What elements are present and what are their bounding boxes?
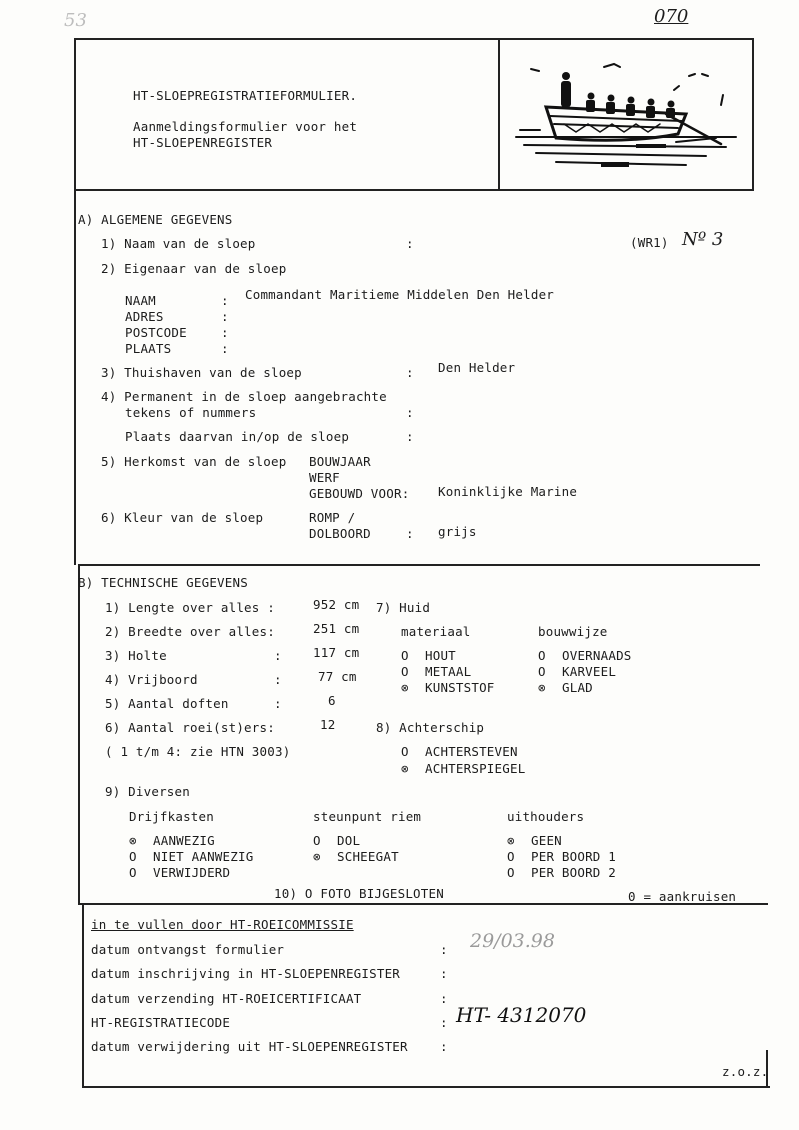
commission-row-value: 29/03.98: [470, 930, 555, 952]
q1-number: Nº 3: [682, 229, 724, 250]
b-row-label: 5) Aantal doften: [105, 696, 229, 711]
naam-colon: :: [221, 293, 229, 308]
plaats-label: PLAATS: [125, 341, 172, 356]
commission-row-colon: :: [440, 991, 448, 1006]
option-mark: O: [507, 849, 515, 864]
option-label: PER BOORD 2: [531, 865, 616, 880]
zoz-text: z.o.z.: [722, 1064, 769, 1079]
romp-label: ROMP /: [309, 510, 356, 525]
option-label: DOL: [337, 833, 361, 848]
frame-right-upper: [752, 38, 754, 190]
frame-left-upper: [74, 38, 76, 190]
b-row-label: 1) Lengte over alles :: [105, 600, 275, 615]
page-number: 070: [654, 6, 689, 27]
b-row-colon: :: [274, 672, 282, 687]
frame-left-a: [74, 189, 76, 565]
option-mark: ⊗: [538, 680, 546, 695]
gebouwd-label: GEBOUWD VOOR:: [309, 486, 410, 501]
option-mark: O: [401, 648, 409, 663]
option-mark: O: [401, 664, 409, 679]
commission-row-colon: :: [440, 966, 448, 981]
b-row-value: 952 cm: [313, 597, 360, 612]
option-label: GEEN: [531, 833, 562, 848]
form-subtitle-2: HT-SLOEPENREGISTER: [133, 135, 273, 150]
b-row-colon: :: [274, 648, 282, 663]
q3-label: 3) Thuishaven van de sloep: [101, 365, 302, 380]
commission-heading: in te vullen door HT-ROEICOMMISSIE: [91, 917, 354, 932]
dolboord-label: DOLBOORD: [309, 526, 371, 541]
option-mark: ⊗: [313, 849, 321, 864]
section-b-top-line: [78, 564, 760, 566]
rowing-boat-illustration: [506, 52, 746, 180]
postcode-label: POSTCODE: [125, 325, 187, 340]
postcode-colon: :: [221, 325, 229, 340]
form-subtitle-1: Aanmeldingsformulier voor het: [133, 119, 358, 134]
frame-left-c: [82, 903, 84, 1087]
naam-value: Commandant Maritieme Middelen Den Helder: [245, 287, 555, 302]
b-row-value: 251 cm: [313, 621, 360, 636]
option-mark: O: [507, 865, 515, 880]
bouwwijze-label: bouwwijze: [538, 624, 608, 639]
q4-colon: :: [406, 405, 414, 420]
option-mark: ⊗: [401, 761, 409, 776]
commission-row-label: datum verwijdering uit HT-SLOEPENREGISTER: [91, 1039, 408, 1054]
b-row-colon: :: [274, 696, 282, 711]
b-row-value: 117 cm: [313, 645, 360, 660]
option-label: VERWIJDERD: [153, 865, 231, 880]
dolboord-colon: :: [406, 526, 414, 541]
commission-row-colon: :: [440, 1039, 448, 1054]
commission-row-label: datum ontvangst formulier: [91, 942, 285, 957]
q10-label: 10) O FOTO BIJGESLOTEN: [274, 886, 444, 901]
option-label: KUNSTSTOF: [425, 680, 495, 695]
header-bottom-line: [74, 189, 754, 191]
q1-colon: :: [406, 236, 414, 251]
q2-label: 2) Eigenaar van de sloep: [101, 261, 287, 276]
commission-row-colon: :: [440, 942, 448, 957]
option-mark: ⊗: [507, 833, 515, 848]
option-label: KARVEEL: [562, 664, 617, 679]
commission-row-label: datum inschrijving in HT-SLOEPENREGISTER: [91, 966, 401, 981]
q4-label-2: tekens of nummers: [125, 405, 257, 420]
adres-colon: :: [221, 309, 229, 324]
frame-bottom-line: [82, 1086, 770, 1088]
option-mark: O: [129, 849, 137, 864]
section-a-heading: A) ALGEMENE GEGEVENS: [78, 212, 233, 227]
option-mark: O: [313, 833, 321, 848]
frame-left-b: [78, 564, 80, 904]
header-divider: [498, 38, 500, 190]
corner-pencil-number: 53: [64, 10, 87, 31]
option-mark: O: [401, 744, 409, 759]
option-mark: O: [538, 664, 546, 679]
gebouwd-value: Koninklijke Marine: [438, 484, 578, 499]
option-label: ACHTERSPIEGEL: [425, 761, 526, 776]
q4-place-label: Plaats daarvan in/op de sloep: [125, 429, 350, 444]
option-label: NIET AANWEZIG: [153, 849, 254, 864]
plaats-colon: :: [221, 341, 229, 356]
commission-row-colon: :: [440, 1015, 448, 1030]
q3-colon: :: [406, 365, 414, 380]
q4-label-1: 4) Permanent in de sloep aangebrachte: [101, 389, 387, 404]
form-title: HT-SLOEPREGISTRATIEFORMULIER.: [133, 88, 358, 103]
frame-top-line: [74, 38, 754, 40]
q8-label: 8) Achterschip: [376, 720, 485, 735]
q1-code: (WR1): [630, 235, 669, 250]
commission-row-value: HT- 4312070: [456, 1003, 587, 1027]
b-row-label: 2) Breedte over alles:: [105, 624, 275, 639]
b-row-label: 6) Aantal roei(st)ers:: [105, 720, 275, 735]
option-label: SCHEEGAT: [337, 849, 399, 864]
adres-label: ADRES: [125, 309, 164, 324]
q1-label: 1) Naam van de sloep: [101, 236, 256, 251]
kleur-value: grijs: [438, 524, 477, 539]
option-label: OVERNAADS: [562, 648, 632, 663]
option-label: PER BOORD 1: [531, 849, 616, 864]
b-row-value: 6: [328, 693, 336, 708]
q3-value: Den Helder: [438, 360, 516, 375]
q5-label: 5) Herkomst van de sloep: [101, 454, 287, 469]
option-label: AANWEZIG: [153, 833, 215, 848]
option-mark: ⊗: [401, 680, 409, 695]
uithouders-label: uithouders: [507, 809, 585, 824]
naam-label: NAAM: [125, 293, 156, 308]
steunpunt-label: steunpunt riem: [313, 809, 422, 824]
option-label: ACHTERSTEVEN: [425, 744, 518, 759]
option-label: METAAL: [425, 664, 472, 679]
option-mark: O: [538, 648, 546, 663]
materiaal-label: materiaal: [401, 624, 471, 639]
option-label: HOUT: [425, 648, 456, 663]
section-b-heading: B) TECHNISCHE GEGEVENS: [78, 575, 248, 590]
q9-label: 9) Diversen: [105, 784, 190, 799]
commission-row-label: datum verzending HT-ROEICERTIFICAAT: [91, 991, 362, 1006]
q4-place-colon: :: [406, 429, 414, 444]
werf-label: WERF: [309, 470, 340, 485]
bouwjaar-label: BOUWJAAR: [309, 454, 371, 469]
b-row-value: 12: [320, 717, 336, 732]
b-note: ( 1 t/m 4: zie HTN 3003): [105, 744, 291, 759]
legend-text: 0 = aankruisen: [628, 889, 737, 904]
option-label: GLAD: [562, 680, 593, 695]
q6-label: 6) Kleur van de sloep: [101, 510, 264, 525]
q7-label: 7) Huid: [376, 600, 431, 615]
drijfkasten-label: Drijfkasten: [129, 809, 214, 824]
option-mark: ⊗: [129, 833, 137, 848]
commission-row-label: HT-REGISTRATIECODE: [91, 1015, 231, 1030]
b-row-value: 77 cm: [318, 669, 357, 684]
b-row-label: 3) Holte: [105, 648, 167, 663]
b-row-label: 4) Vrijboord: [105, 672, 198, 687]
option-mark: O: [129, 865, 137, 880]
